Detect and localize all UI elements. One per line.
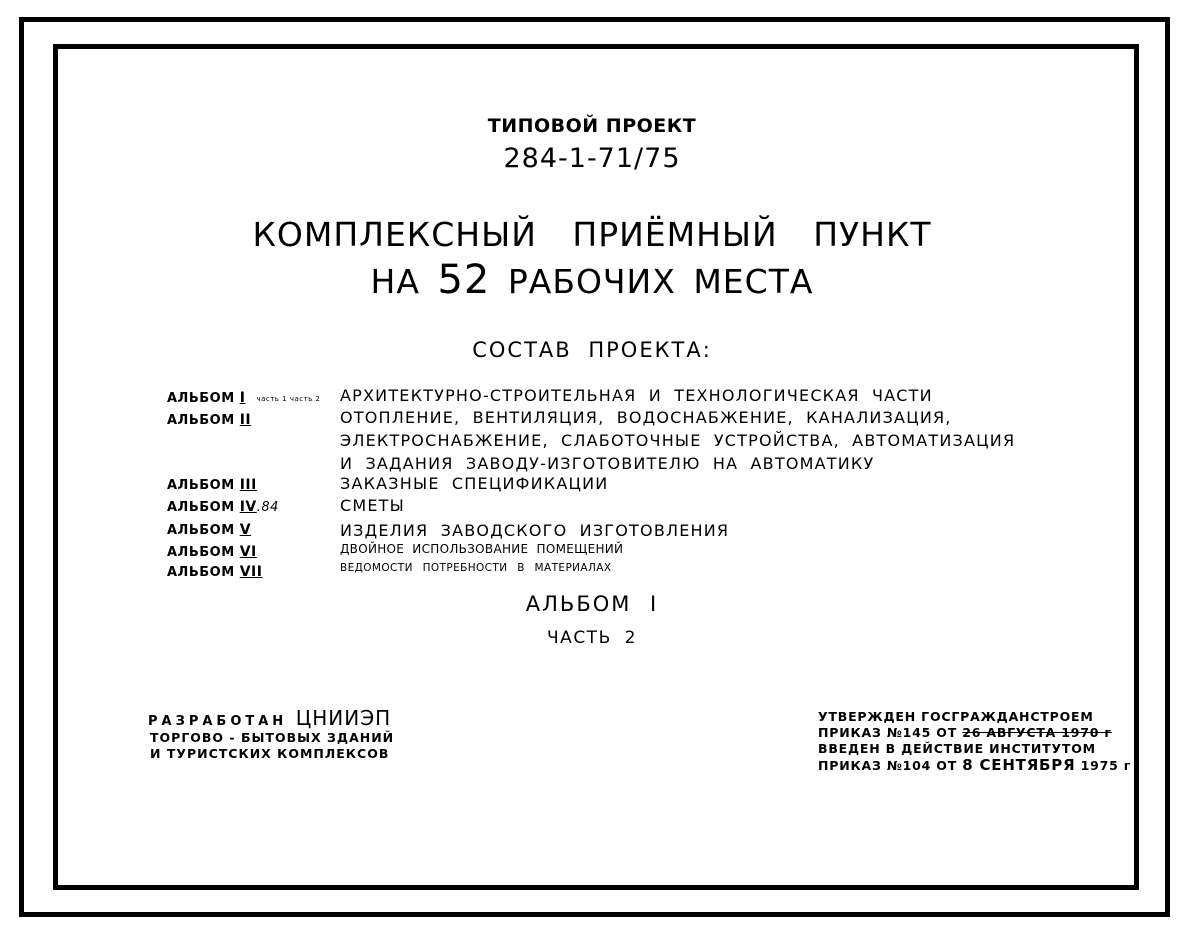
title-line-2	[0, 257, 1184, 303]
project-label: ТИПОВОЙ ПРОЕКТ	[487, 115, 697, 137]
developer-line-1	[148, 706, 391, 730]
album-desc-2-line-3: И ЗАДАНИЯ ЗАВОДУ-ИЗГОТОВИТЕЛЮ НА АВТОМАТИКУ	[340, 454, 875, 473]
album-word: АЛЬБОМ	[167, 413, 235, 428]
album-number: III	[239, 477, 257, 493]
album-word: АЛЬБОМ	[167, 565, 235, 580]
album-word: АЛЬБОМ	[167, 478, 235, 493]
album-suffix: .84	[256, 500, 279, 515]
album-label-1	[167, 390, 321, 406]
composition-heading: СОСТАВ ПРОЕКТА:	[472, 338, 712, 362]
current-part: ЧАСТЬ 2	[547, 628, 637, 648]
album-label-3	[167, 477, 257, 493]
album-parts: часть 1 часть 2	[256, 394, 321, 403]
album-number: VI	[239, 544, 257, 560]
approval-line-4	[818, 756, 1131, 774]
approval-order-2: ПРИКАЗ №104 ОТ	[818, 758, 958, 773]
approval-date-struck: 26 АВГУСТА 1970 г	[962, 725, 1112, 740]
approval-line-2	[818, 725, 1112, 740]
album-number: V	[239, 522, 252, 538]
title-line-1: КОМПЛЕКСНЫЙ ПРИЁМНЫЙ ПУНКТ	[252, 215, 932, 254]
album-number: II	[239, 412, 252, 428]
developer-prefix: РАЗРАБОТАН	[148, 714, 288, 729]
album-desc-6: ДВОЙНОЕ ИСПОЛЬЗОВАНИЕ ПОМЕЩЕНИЙ	[340, 542, 624, 556]
album-word: АЛЬБОМ	[167, 523, 235, 538]
approval-date: 8 СЕНТЯБРЯ	[962, 756, 1076, 774]
album-word: АЛЬБОМ	[167, 391, 235, 406]
album-label-4	[167, 499, 279, 515]
album-number: I	[239, 390, 246, 406]
current-album: АЛЬБОМ I	[525, 592, 659, 616]
approval-order-1: ПРИКАЗ №145 ОТ	[818, 725, 958, 740]
approval-line-1: УТВЕРЖДЕН ГОСГРАЖДАНСТРОЕМ	[818, 709, 1094, 724]
developer-line-3: И ТУРИСТСКИХ КОМПЛЕКСОВ	[150, 746, 390, 761]
title-line-2-number: 52	[437, 257, 491, 303]
album-word: АЛЬБОМ	[167, 500, 235, 515]
album-number: VII	[239, 564, 263, 580]
approval-line-3: ВВЕДЕН В ДЕЙСТВИЕ ИНСТИТУТОМ	[818, 741, 1096, 756]
title-line-2-pre: НА	[370, 262, 420, 301]
title-line-2-post: РАБОЧИХ МЕСТА	[507, 262, 814, 301]
album-desc-4: СМЕТЫ	[340, 496, 405, 515]
developer-line-2: ТОРГОВО - БЫТОВЫХ ЗДАНИЙ	[150, 730, 395, 745]
album-desc-2-line-2: ЭЛЕКТРОСНАБЖЕНИЕ, СЛАБОТОЧНЫЕ УСТРОЙСТВА, АВТОМАТИЗАЦИЯ	[340, 431, 1016, 450]
album-desc-3: ЗАКАЗНЫЕ СПЕЦИФИКАЦИИ	[340, 474, 609, 493]
album-word: АЛЬБОМ	[167, 545, 235, 560]
album-label-6	[167, 544, 257, 560]
album-label-7	[167, 564, 262, 580]
developer-org: ЦНИИЭП	[295, 706, 392, 730]
album-desc-1: АРХИТЕКТУРНО-СТРОИТЕЛЬНАЯ И ТЕХНОЛОГИЧЕСКАЯ ЧАСТИ	[340, 386, 933, 405]
album-desc-5: ИЗДЕЛИЯ ЗАВОДСКОГО ИЗГОТОВЛЕНИЯ	[340, 521, 730, 540]
album-number: IV	[239, 499, 257, 515]
album-label-5	[167, 522, 251, 538]
project-number: 284-1-71/75	[503, 143, 681, 174]
album-desc-2-line-1: ОТОПЛЕНИЕ, ВЕНТИЛЯЦИЯ, ВОДОСНАБЖЕНИЕ, КАНАЛИЗАЦИЯ,	[340, 408, 952, 427]
approval-year: 1975 г	[1080, 758, 1132, 773]
album-label-2	[167, 412, 251, 428]
album-desc-7: ВЕДОМОСТИ ПОТРЕБНОСТИ В МАТЕРИАЛАХ	[340, 562, 612, 574]
